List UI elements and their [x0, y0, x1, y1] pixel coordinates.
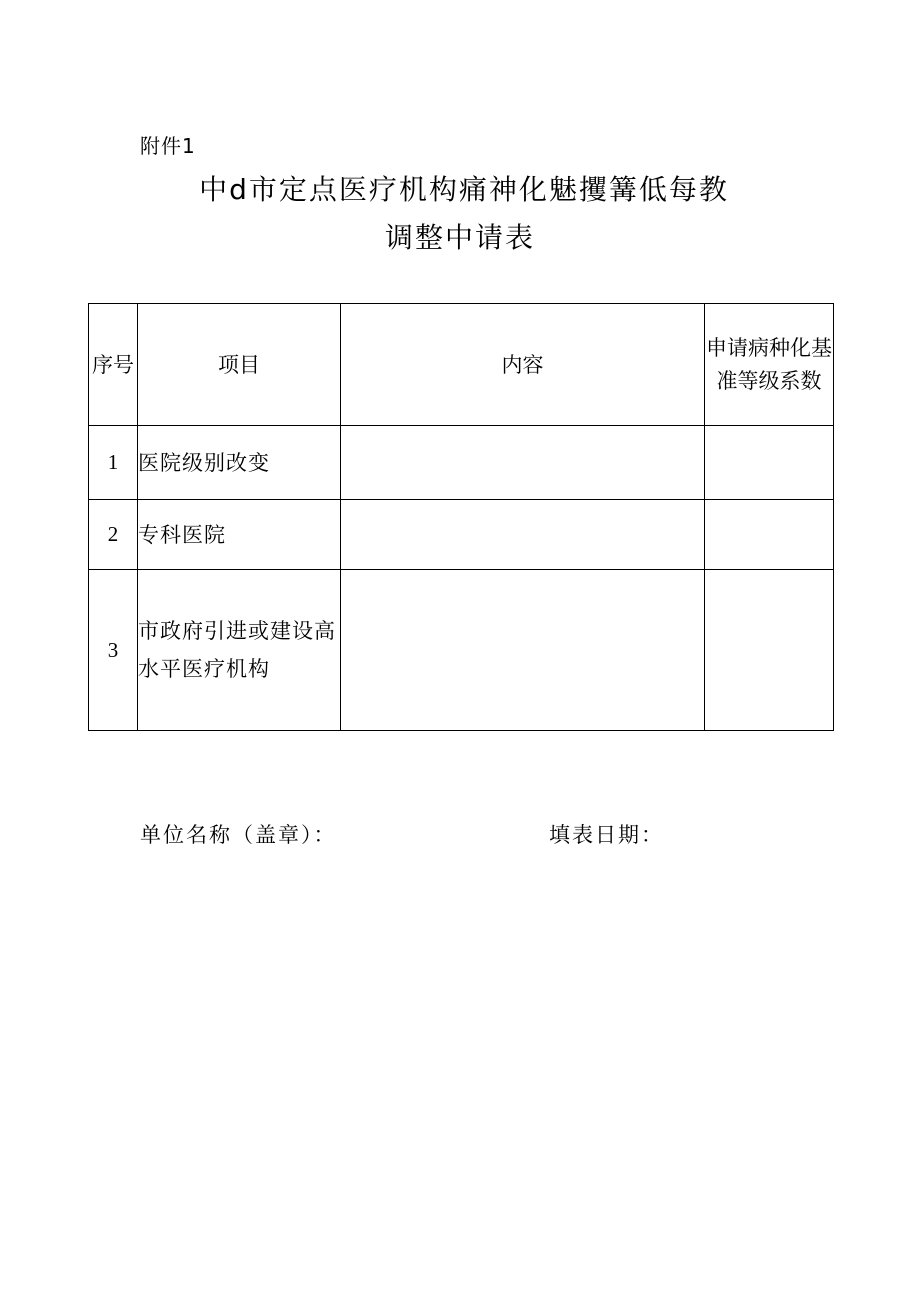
row-coefficient-cell[interactable]	[705, 426, 834, 500]
row-content-cell[interactable]	[341, 570, 705, 731]
document-title-line-1: 中d市定点医疗机构痛神化魅攫篝低每教	[199, 173, 729, 206]
header-seq: 序号	[89, 304, 138, 426]
row-seq: 2	[89, 500, 138, 570]
row-coefficient-cell[interactable]	[705, 570, 834, 731]
table-row	[89, 426, 834, 500]
row-coefficient-cell[interactable]	[705, 500, 834, 570]
attachment-label: 附件1	[140, 134, 196, 158]
header-item: 项目	[138, 304, 341, 426]
row-seq: 1	[89, 426, 138, 500]
header-content: 内容	[341, 304, 705, 426]
row-content-cell[interactable]	[341, 500, 705, 570]
fill-date-label: 填表日期：	[549, 823, 664, 847]
row-item: 专科医院	[138, 500, 341, 570]
document-title-line-2: 调整中请表	[384, 221, 535, 254]
header-coefficient: 申请病种化基准等级系数	[705, 304, 834, 426]
table-row	[89, 570, 834, 731]
application-table	[88, 303, 834, 731]
row-item: 市政府引进或建设高水平医疗机构	[138, 570, 341, 731]
row-seq: 3	[89, 570, 138, 731]
table-row	[89, 500, 834, 570]
unit-name-label: 单位名称（盖章）：	[140, 823, 337, 847]
table-header-row	[89, 304, 834, 426]
row-item: 医院级别改变	[138, 426, 341, 500]
row-content-cell[interactable]	[341, 426, 705, 500]
